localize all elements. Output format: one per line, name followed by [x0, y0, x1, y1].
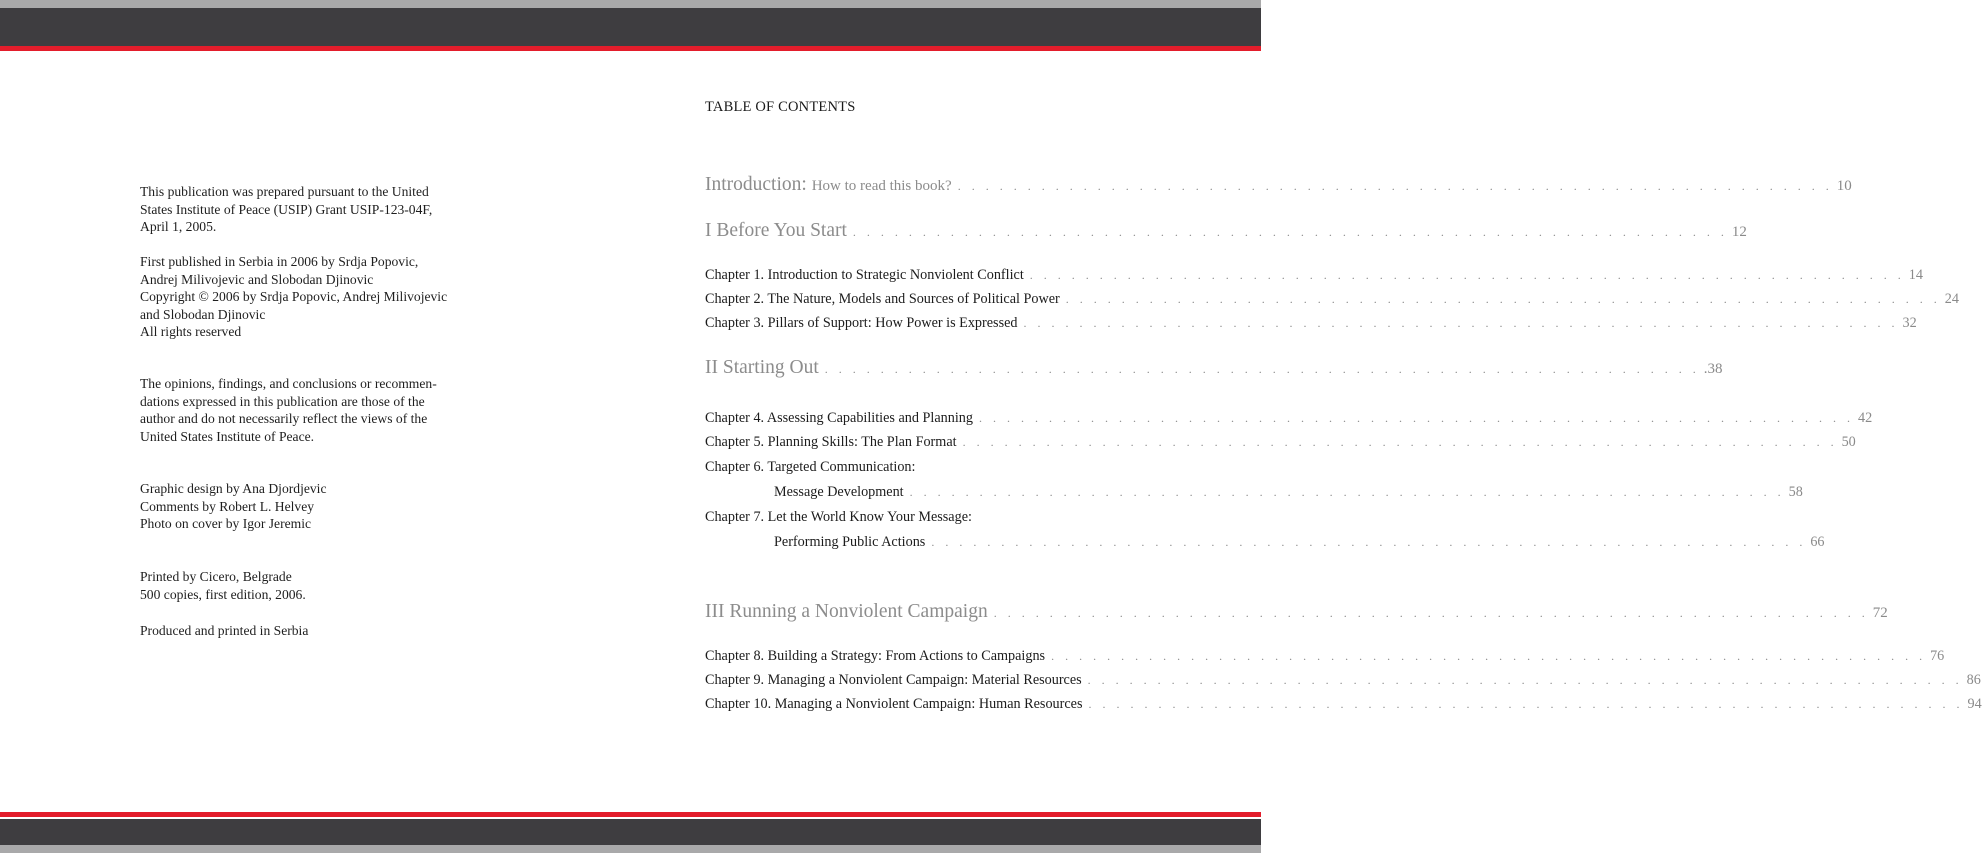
toc-entry-chapter-3: [705, 315, 1917, 337]
toc-entry-chapter-6-label: Chapter 6. Targeted Communication:: [705, 459, 916, 475]
imprint-line: First published in Serbia in 2006 by Srdja Popovic,: [140, 254, 419, 269]
top-band-grey-stripe: [0, 0, 1261, 8]
toc-title: TABLE OF CONTENTS: [705, 99, 856, 115]
toc-entry-label: II Starting Out: [705, 357, 819, 378]
toc-entry-part-2: [705, 357, 1723, 379]
toc-entry-chapter-7: [774, 534, 1825, 556]
toc-entry-chapter-5: [705, 434, 1856, 456]
imprint-line: States Institute of Peace (USIP) Grant USIP-123-04F,: [140, 201, 433, 217]
toc-dot-leader: . . . . . . . . . . . . . . . . . . . . . . . . . . . . . . . . . . . . . . . . . . . . . . . . . . . . . . . . . . . . . . .: [1088, 697, 1964, 711]
toc-page-number: 12: [1731, 224, 1747, 240]
toc-page-number: 66: [1810, 534, 1825, 550]
imprint-line: Photo on cover by Igor Jeremic: [140, 516, 312, 532]
bottom-band-red-stripe: [0, 812, 1261, 817]
top-decorative-band: [0, 0, 1261, 52]
toc-page-number: 14: [1908, 267, 1923, 283]
toc-page-number: 32: [1902, 315, 1917, 331]
bottom-band-dark-stripe: [0, 819, 1261, 845]
imprint-line: Andrej Milivojevic and Slobodan Djinovic: [140, 271, 374, 287]
produced-note: [140, 622, 470, 640]
toc-entry-chapter-9: [705, 672, 1981, 694]
imprint-line: All rights reserved: [140, 324, 242, 340]
grant-note: [140, 183, 470, 236]
imprint-line: This publication was prepared pursuant to the United: [140, 184, 429, 199]
toc-entry-chapter-1: [705, 267, 1923, 289]
toc-page-number: 94: [1967, 696, 1982, 712]
toc-dot-leader: . . . . . . . . . . . . . . . . . . . . . . . . . . . . . . . . . . . . . . . . . . . . . . . . . . . . . . . . . . . . . . .: [931, 535, 1807, 549]
toc-entry-chapter-6: [774, 484, 1803, 506]
imprint-line: 500 copies, first edition, 2006.: [140, 586, 306, 602]
top-band-red-stripe: [0, 46, 1261, 51]
toc-entry-chapter-7-label: Chapter 7. Let the World Know Your Message:: [705, 509, 972, 525]
toc-entry-label: Chapter 8. Building a Strategy: From Actions to Campaigns: [705, 648, 1046, 664]
toc-entry-part-3: [705, 601, 1888, 623]
toc-page-number: 76: [1930, 648, 1945, 664]
toc-entry-label: Performing Public Actions: [774, 534, 926, 550]
imprint-line: Produced and printed in Serbia: [140, 623, 309, 638]
toc-entry-chapter-8: [705, 648, 1945, 670]
imprint-line: United States Institute of Peace.: [140, 428, 315, 444]
toc-entry-label: I Before You Start: [705, 220, 847, 241]
introduction-subtitle: How to read this book?: [811, 178, 952, 194]
toc-entry-chapter-4: [705, 410, 1873, 432]
toc-entry-label: Chapter 5. Planning Skills: The Plan Format: [705, 434, 957, 450]
toc-page-number: 58: [1788, 484, 1803, 500]
introduction-label: Introduction:: [705, 174, 807, 195]
imprint-line: dations expressed in this publication are those of the: [140, 393, 425, 409]
toc-page-number: 10: [1836, 178, 1852, 194]
toc-entry-label: Chapter 9. Managing a Nonviolent Campaign: Material Resources: [705, 672, 1082, 688]
toc-dot-leader: . . . . . . . . . . . . . . . . . . . . . . . . . . . . . . . . . . . . . . . . . . . . . . . . . . . . . . . . . . . . . . .: [824, 362, 1700, 376]
bottom-band-grey-stripe: [0, 845, 1261, 853]
printing-note: [140, 568, 470, 603]
toc-entry-label: Chapter 3. Pillars of Support: How Power is Expressed: [705, 315, 1018, 331]
toc-dot-leader: . . . . . . . . . . . . . . . . . . . . . . . . . . . . . . . . . . . . . . . . . . . . . . . . . . . . . . . . . . . . . . .: [962, 435, 1838, 449]
toc-dot-leader: . . . . . . . . . . . . . . . . . . . . . . . . . . . . . . . . . . . . . . . . . . . . . . . . . . . . . . . . . . . . . . .: [1029, 268, 1905, 282]
copyright-note: [140, 253, 470, 341]
imprint-line: The opinions, findings, and conclusions or recommen-: [140, 376, 437, 391]
toc-entry-label: Chapter 4. Assessing Capabilities and Planning: [705, 410, 973, 426]
toc-page-number: 50: [1841, 434, 1856, 450]
toc-dot-leader: . . . . . . . . . . . . . . . . . . . . . . . . . . . . . . . . . . . . . . . . . . . . . . . . . . . . . . . . . . . . . . .: [1051, 649, 1927, 663]
toc-entry-label: III Running a Nonviolent Campaign: [705, 601, 988, 622]
toc-dot-leader: . . . . . . . . . . . . . . . . . . . . . . . . . . . . . . . . . . . . . . . . . . . . . . . . . . . . . . . . . . . . . . .: [1065, 292, 1941, 306]
toc-dot-leader: . . . . . . . . . . . . . . . . . . . . . . . . . . . . . . . . . . . . . . . . . . . . . . . . . . . . . . . . . . . . . . .: [978, 411, 1854, 425]
imprint-line: April 1, 2005.: [140, 219, 217, 235]
toc-dot-leader: . . . . . . . . . . . . . . . . . . . . . . . . . . . . . . . . . . . . . . . . . . . . . . . . . . . . . . . . . . . . . . .: [993, 606, 1869, 620]
toc-entry-label: Chapter 2. The Nature, Models and Sources of Political Power: [705, 291, 1060, 307]
toc-entry-label: Message Development: [774, 484, 904, 500]
disclaimer-note: [140, 375, 470, 445]
toc-dot-leader: . . . . . . . . . . . . . . . . . . . . . . . . . . . . . . . . . . . . . . . . . . . . . . . . . . . . . . . . . . . . . . .: [1087, 673, 1963, 687]
toc-entry-chapter-2: [705, 291, 1959, 313]
toc-dot-leader: . . . . . . . . . . . . . . . . . . . . . . . . . . . . . . . . . . . . . . . . . . . . . . . . . . . . . . . . . . . . . . .: [1023, 316, 1899, 330]
toc-page-number: 42: [1857, 410, 1873, 426]
toc-dot-leader: . . . . . . . . . . . . . . . . . . . . . . . . . . . . . . . . . . . . . . . . . . . . . . . . . . . . . . . . . . . . . . .: [957, 179, 1833, 193]
imprint-line: Printed by Cicero, Belgrade: [140, 569, 292, 584]
toc-entry-chapter-10: [705, 696, 1982, 718]
toc-dot-leader: . . . . . . . . . . . . . . . . . . . . . . . . . . . . . . . . . . . . . . . . . . . . . . . . . . . . . . . . . . . . . . .: [909, 485, 1785, 499]
imprint-line: Graphic design by Ana Djordjevic: [140, 481, 327, 496]
credits-note: [140, 480, 470, 533]
top-band-dark-stripe: [0, 8, 1261, 46]
toc-page-number: .38: [1703, 361, 1723, 377]
toc-dot-leader: . . . . . . . . . . . . . . . . . . . . . . . . . . . . . . . . . . . . . . . . . . . . . . . . . . . . . . . . . . . . . . .: [852, 225, 1728, 239]
imprint-line: author and do not necessarily reflect the views of the: [140, 411, 428, 427]
toc-page-number: 86: [1966, 672, 1981, 688]
toc-page-number: 72: [1872, 605, 1888, 621]
toc-entry-label: [705, 174, 952, 196]
toc-entry-part-1: [705, 220, 1747, 242]
toc-entry-introduction: [705, 174, 1852, 196]
imprint-line: Comments by Robert L. Helvey: [140, 498, 315, 514]
toc-page-number: 24: [1944, 291, 1959, 307]
imprint-line: and Slobodan Djinovic: [140, 306, 266, 322]
imprint-line: Copyright © 2006 by Srdja Popovic, Andrej Milivojevic: [140, 289, 448, 305]
bottom-decorative-band: [0, 812, 1261, 853]
toc-entry-label: Chapter 1. Introduction to Strategic Nonviolent Conflict: [705, 267, 1024, 283]
toc-entry-label: Chapter 10. Managing a Nonviolent Campaign: Human Resources: [705, 696, 1083, 712]
